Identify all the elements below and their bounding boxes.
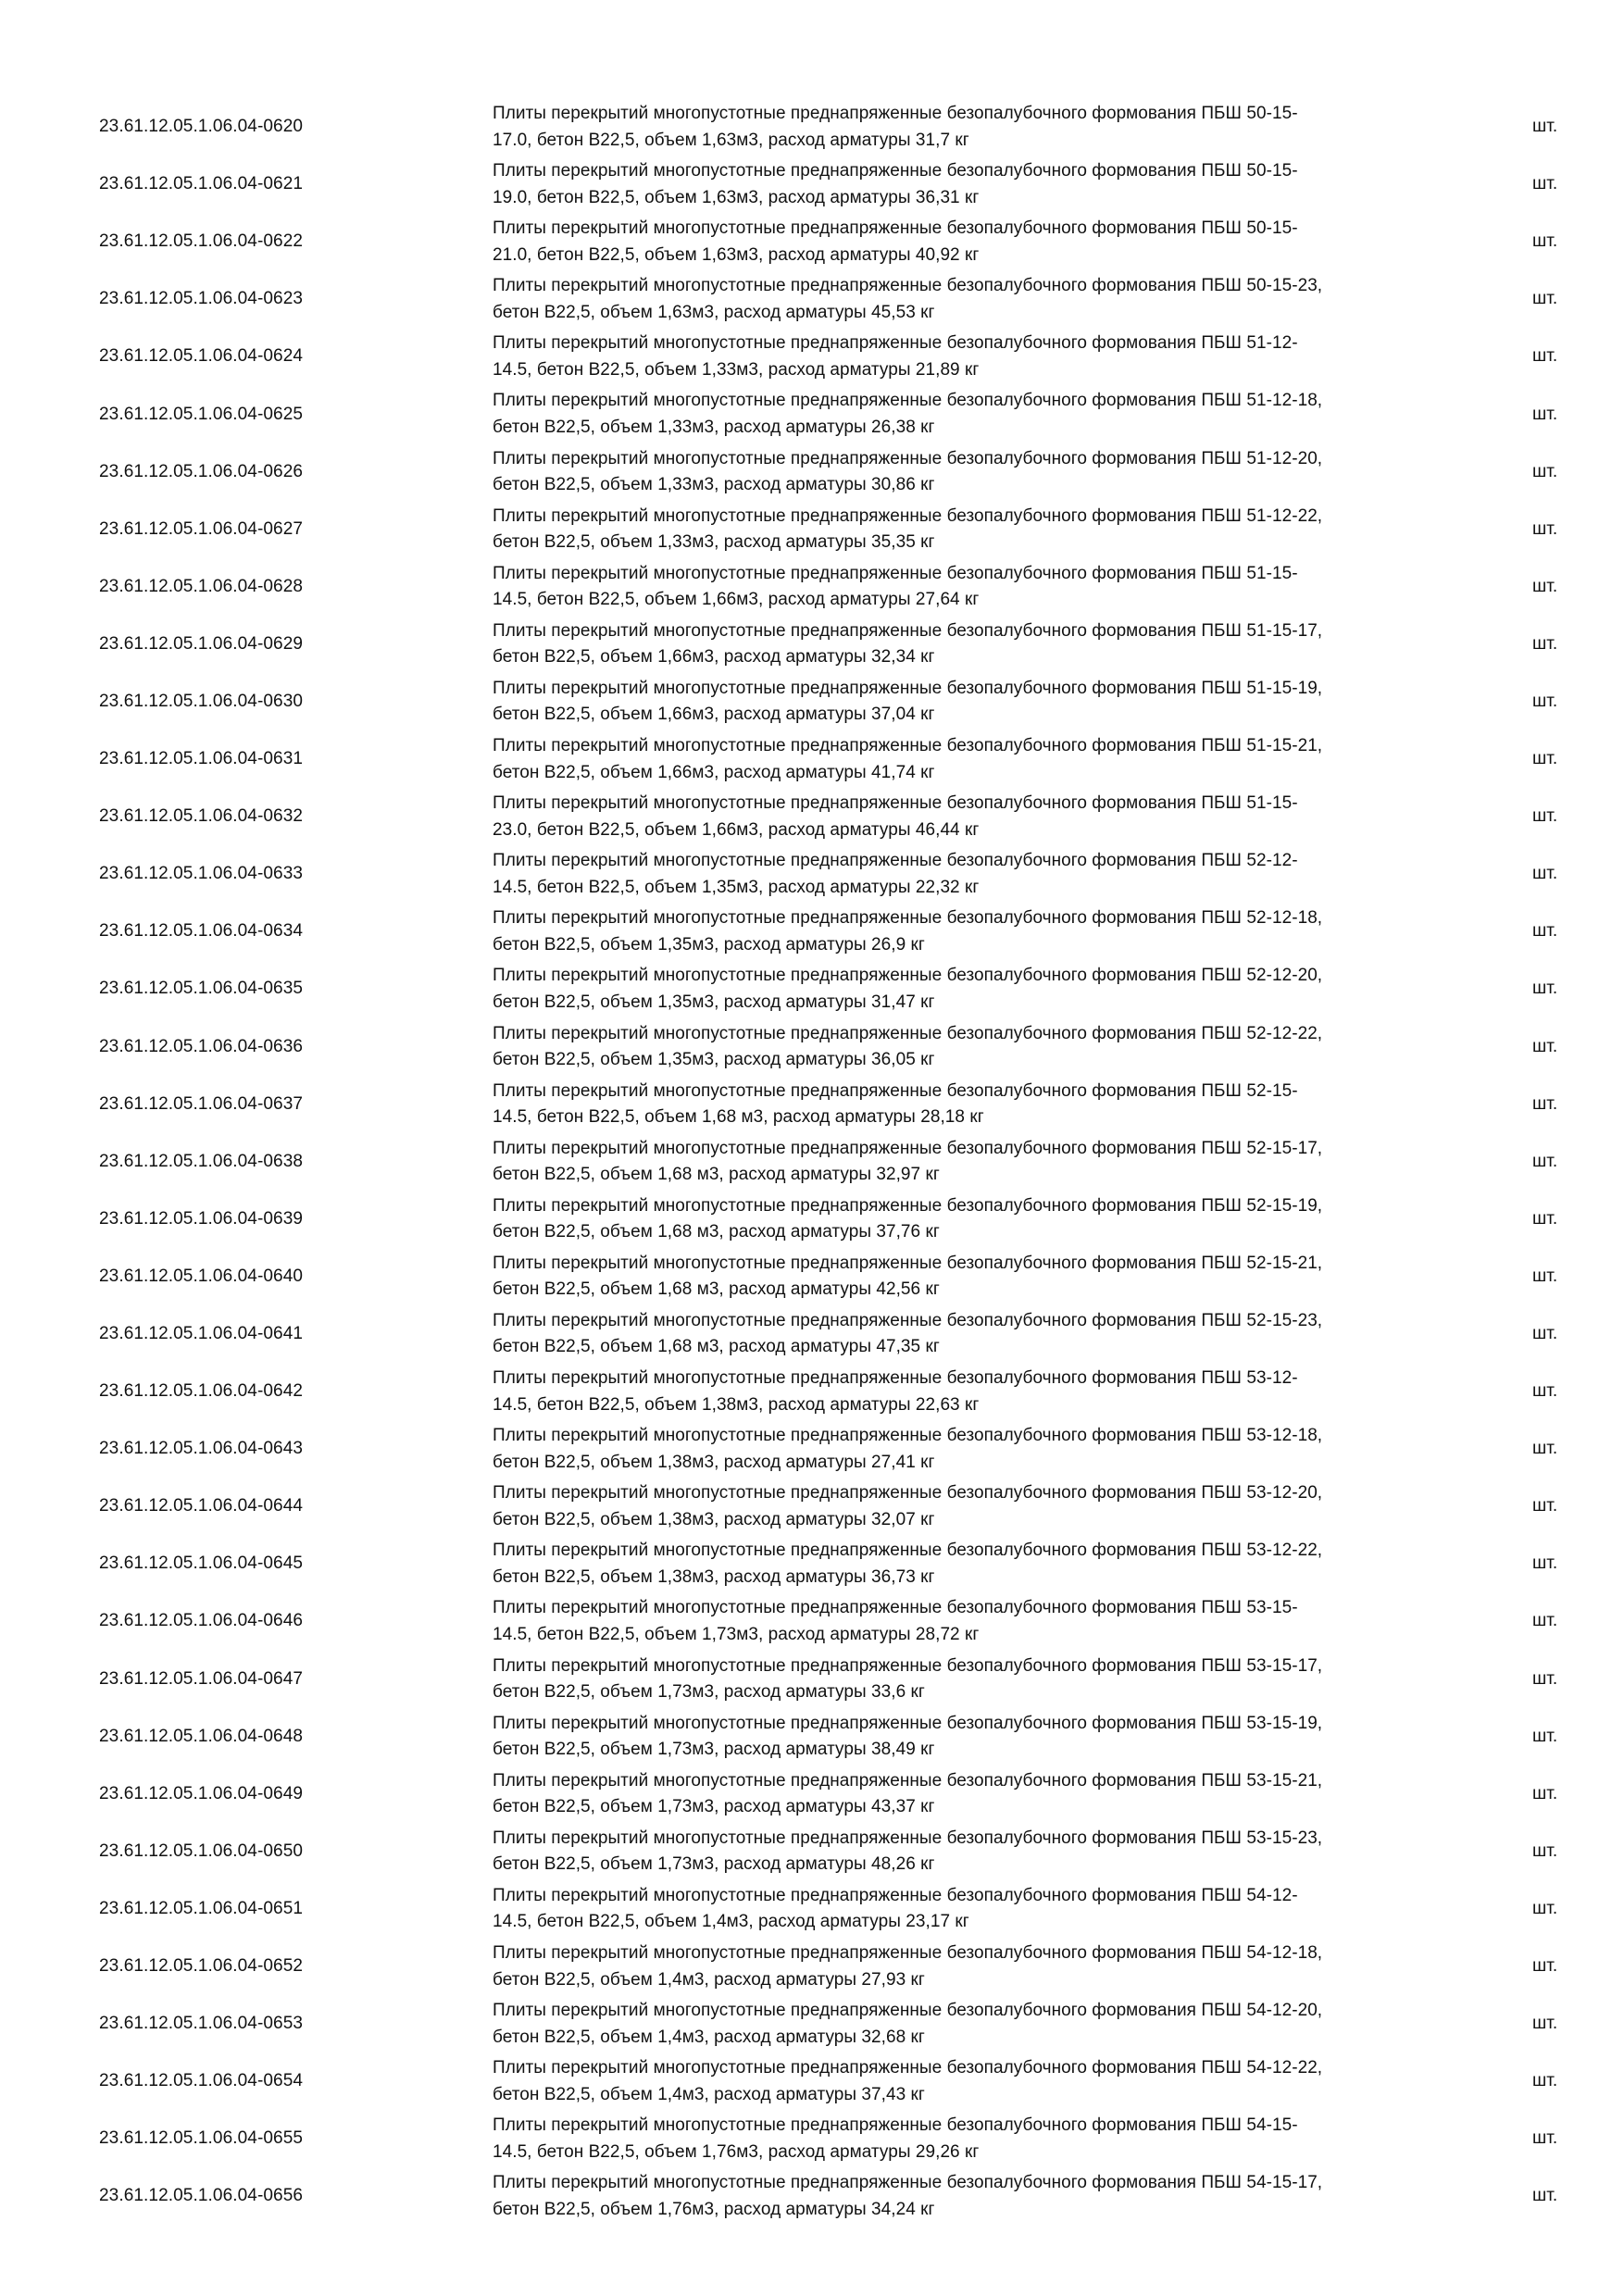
description-line: 17.0, бетон В22,5, объем 1,63м3, расход арматуры 31,7 кг bbox=[493, 130, 969, 150]
item-unit: шт. bbox=[1532, 1151, 1558, 1171]
description-line: Плиты перекрытий многопустотные преднапряженные безопалубочного формования ПБШ 51-15-21, bbox=[493, 736, 1323, 756]
table-row bbox=[0, 1305, 1624, 1363]
table-row bbox=[0, 1076, 1624, 1133]
table-row bbox=[0, 1420, 1624, 1478]
description-line: Плиты перекрытий многопустотные преднапряженные безопалубочного формования ПБШ 54-12- bbox=[493, 1885, 1298, 1905]
item-description bbox=[493, 2113, 1455, 2165]
description-line: 14.5, бетон В22,5, объем 1,4м3, расход арматуры 23,17 кг bbox=[493, 1912, 969, 1932]
item-code: 23.61.12.05.1.06.04-0631 bbox=[99, 749, 304, 769]
item-code: 23.61.12.05.1.06.04-0627 bbox=[99, 518, 304, 539]
item-code: 23.61.12.05.1.06.04-0639 bbox=[99, 1208, 304, 1229]
description-line: Плиты перекрытий многопустотные преднапряженные безопалубочного формования ПБШ 53-12- bbox=[493, 1368, 1298, 1389]
item-code: 23.61.12.05.1.06.04-0644 bbox=[99, 1496, 304, 1516]
item-description bbox=[493, 216, 1455, 268]
description-line: Плиты перекрытий многопустотные преднапряженные безопалубочного формования ПБШ 52-15-23, bbox=[493, 1310, 1323, 1330]
table-row bbox=[0, 1018, 1624, 1076]
description-line: Плиты перекрытий многопустотные преднапряженные безопалубочного формования ПБШ 52-15-17, bbox=[493, 1138, 1323, 1158]
item-description bbox=[493, 273, 1455, 326]
item-description bbox=[493, 446, 1455, 499]
item-code: 23.61.12.05.1.06.04-0648 bbox=[99, 1726, 304, 1746]
item-unit: шт. bbox=[1532, 2014, 1558, 2034]
table-row bbox=[0, 1191, 1624, 1248]
item-unit: шт. bbox=[1532, 1841, 1558, 1861]
description-line: 14.5, бетон В22,5, объем 1,68 м3, расход арматуры 28,18 кг bbox=[493, 1107, 984, 1128]
table-row bbox=[0, 328, 1624, 385]
item-description bbox=[493, 1079, 1455, 1131]
table-row bbox=[0, 845, 1624, 903]
item-description bbox=[493, 618, 1455, 671]
item-description bbox=[493, 158, 1455, 211]
item-description bbox=[493, 101, 1455, 154]
item-code: 23.61.12.05.1.06.04-0630 bbox=[99, 691, 304, 711]
item-unit: шт. bbox=[1532, 1324, 1558, 1344]
description-line: бетон В22,5, объем 1,35м3, расход арматуры 26,9 кг bbox=[493, 934, 925, 955]
item-unit: шт. bbox=[1532, 346, 1558, 367]
item-unit: шт. bbox=[1532, 461, 1558, 481]
item-description bbox=[493, 1768, 1455, 1821]
item-unit: шт. bbox=[1532, 1036, 1558, 1056]
table-row bbox=[0, 673, 1624, 730]
description-line: Плиты перекрытий многопустотные преднапряженные безопалубочного формования ПБШ 51-12-18, bbox=[493, 391, 1323, 411]
description-line: Плиты перекрытий многопустотные преднапряженные безопалубочного формования ПБШ 52-12- bbox=[493, 851, 1298, 871]
item-code: 23.61.12.05.1.06.04-0625 bbox=[99, 404, 304, 424]
item-unit: шт. bbox=[1532, 1381, 1558, 1402]
table-row bbox=[0, 2110, 1624, 2167]
item-unit: шт. bbox=[1532, 289, 1558, 309]
table-row bbox=[0, 1823, 1624, 1880]
item-unit: шт. bbox=[1532, 864, 1558, 884]
table-row bbox=[0, 730, 1624, 788]
item-unit: шт. bbox=[1532, 2128, 1558, 2149]
item-code: 23.61.12.05.1.06.04-0621 bbox=[99, 174, 304, 194]
table-row bbox=[0, 1592, 1624, 1650]
item-code: 23.61.12.05.1.06.04-0655 bbox=[99, 2128, 304, 2149]
description-line: 14.5, бетон В22,5, объем 1,76м3, расход арматуры 29,26 кг bbox=[493, 2141, 980, 2162]
item-code: 23.61.12.05.1.06.04-0649 bbox=[99, 1783, 304, 1803]
description-line: 19.0, бетон В22,5, объем 1,63м3, расход арматуры 36,31 кг bbox=[493, 187, 980, 207]
item-code: 23.61.12.05.1.06.04-0650 bbox=[99, 1841, 304, 1861]
item-description bbox=[493, 1480, 1455, 1533]
item-unit: шт. bbox=[1532, 1093, 1558, 1114]
item-code: 23.61.12.05.1.06.04-0634 bbox=[99, 921, 304, 942]
table-row bbox=[0, 385, 1624, 443]
description-line: бетон В22,5, объем 1,35м3, расход арматуры 31,47 кг bbox=[493, 992, 935, 1012]
item-unit: шт. bbox=[1532, 1956, 1558, 1977]
item-code: 23.61.12.05.1.06.04-0637 bbox=[99, 1093, 304, 1114]
description-line: Плиты перекрытий многопустотные преднапряженные безопалубочного формования ПБШ 53-15-17, bbox=[493, 1655, 1323, 1676]
table-row bbox=[0, 1651, 1624, 1708]
table-row bbox=[0, 2053, 1624, 2110]
item-description bbox=[493, 1021, 1455, 1074]
description-line: бетон В22,5, объем 1,66м3, расход арматуры 41,74 кг bbox=[493, 762, 935, 782]
item-code: 23.61.12.05.1.06.04-0643 bbox=[99, 1439, 304, 1459]
item-code: 23.61.12.05.1.06.04-0629 bbox=[99, 633, 304, 654]
item-code: 23.61.12.05.1.06.04-0654 bbox=[99, 2071, 304, 2091]
item-unit: шт. bbox=[1532, 1554, 1558, 1574]
description-line: Плиты перекрытий многопустотные преднапряженные безопалубочного формования ПБШ 51-12- bbox=[493, 333, 1298, 354]
description-line: Плиты перекрытий многопустотные преднапряженные безопалубочного формования ПБШ 51-15- bbox=[493, 793, 1298, 814]
item-description bbox=[493, 1883, 1455, 1936]
table-row bbox=[0, 1766, 1624, 1823]
item-code: 23.61.12.05.1.06.04-0645 bbox=[99, 1554, 304, 1574]
item-description bbox=[493, 331, 1455, 383]
item-description bbox=[493, 1998, 1455, 2051]
item-code: 23.61.12.05.1.06.04-0624 bbox=[99, 346, 304, 367]
description-line: бетон В22,5, объем 1,38м3, расход арматуры 32,07 кг bbox=[493, 1509, 935, 1529]
price-table bbox=[0, 98, 1624, 2225]
description-line: Плиты перекрытий многопустотные преднапряженные безопалубочного формования ПБШ 50-15- bbox=[493, 218, 1298, 239]
item-unit: шт. bbox=[1532, 921, 1558, 942]
description-line: бетон В22,5, объем 1,73м3, расход арматуры 33,6 кг bbox=[493, 1682, 925, 1703]
description-line: 14.5, бетон В22,5, объем 1,33м3, расход арматуры 21,89 кг bbox=[493, 359, 980, 380]
item-code: 23.61.12.05.1.06.04-0638 bbox=[99, 1151, 304, 1171]
item-code: 23.61.12.05.1.06.04-0628 bbox=[99, 576, 304, 596]
description-line: бетон В22,5, объем 1,66м3, расход арматуры 32,34 кг bbox=[493, 647, 935, 668]
description-line: Плиты перекрытий многопустотные преднапряженные безопалубочного формования ПБШ 53-15- bbox=[493, 1598, 1298, 1618]
item-description bbox=[493, 1423, 1455, 1476]
item-unit: шт. bbox=[1532, 1668, 1558, 1689]
item-description bbox=[493, 791, 1455, 843]
description-line: Плиты перекрытий многопустотные преднапряженные безопалубочного формования ПБШ 53-12-18, bbox=[493, 1426, 1323, 1446]
item-unit: шт. bbox=[1532, 2186, 1558, 2206]
table-row bbox=[0, 558, 1624, 616]
description-line: бетон В22,5, объем 1,63м3, расход арматуры 45,53 кг bbox=[493, 302, 935, 322]
description-line: 14.5, бетон В22,5, объем 1,38м3, расход арматуры 22,63 кг bbox=[493, 1394, 980, 1415]
item-code: 23.61.12.05.1.06.04-0653 bbox=[99, 2014, 304, 2034]
item-description bbox=[493, 1940, 1455, 1993]
item-unit: шт. bbox=[1532, 633, 1558, 654]
item-code: 23.61.12.05.1.06.04-0622 bbox=[99, 231, 304, 252]
description-line: Плиты перекрытий многопустотные преднапряженные безопалубочного формования ПБШ 54-15-17, bbox=[493, 2173, 1323, 2193]
item-description bbox=[493, 1711, 1455, 1764]
description-line: бетон В22,5, объем 1,4м3, расход арматуры 37,43 кг bbox=[493, 2084, 925, 2104]
description-line: бетон В22,5, объем 1,35м3, расход арматуры 36,05 кг bbox=[493, 1050, 935, 1069]
description-line: бетон В22,5, объем 1,68 м3, расход арматуры 42,56 кг bbox=[493, 1279, 940, 1300]
item-description bbox=[493, 676, 1455, 729]
description-line: Плиты перекрытий многопустотные преднапряженные безопалубочного формования ПБШ 51-12-20, bbox=[493, 448, 1323, 468]
item-description bbox=[493, 1193, 1455, 1246]
item-unit: шт. bbox=[1532, 231, 1558, 252]
item-unit: шт. bbox=[1532, 117, 1558, 137]
description-line: бетон В22,5, объем 1,4м3, расход арматуры 32,68 кг bbox=[493, 2027, 925, 2047]
item-unit: шт. bbox=[1532, 1208, 1558, 1229]
description-line: бетон В22,5, объем 1,66м3, расход арматуры 37,04 кг bbox=[493, 705, 935, 725]
item-unit: шт. bbox=[1532, 2071, 1558, 2091]
table-row bbox=[0, 1535, 1624, 1592]
description-line: бетон В22,5, объем 1,68 м3, расход арматуры 47,35 кг bbox=[493, 1337, 940, 1357]
item-description bbox=[493, 1653, 1455, 1706]
description-line: Плиты перекрытий многопустотные преднапряженные безопалубочного формования ПБШ 50-15-23, bbox=[493, 276, 1323, 296]
description-line: Плиты перекрытий многопустотные преднапряженные безопалубочного формования ПБШ 53-12-22, bbox=[493, 1541, 1323, 1561]
table-row bbox=[0, 213, 1624, 270]
item-code: 23.61.12.05.1.06.04-0633 bbox=[99, 864, 304, 884]
item-unit: шт. bbox=[1532, 691, 1558, 711]
description-line: Плиты перекрытий многопустотные преднапряженные безопалубочного формования ПБШ 51-15- bbox=[493, 563, 1298, 583]
description-line: Плиты перекрытий многопустотные преднапряженные безопалубочного формования ПБШ 51-15-19, bbox=[493, 678, 1323, 698]
description-line: Плиты перекрытий многопустотные преднапряженные безопалубочного формования ПБШ 54-15- bbox=[493, 2115, 1298, 2136]
item-code: 23.61.12.05.1.06.04-0620 bbox=[99, 117, 304, 137]
item-description bbox=[493, 1136, 1455, 1189]
description-line: бетон В22,5, объем 1,33м3, расход арматуры 30,86 кг bbox=[493, 475, 935, 495]
table-row bbox=[0, 1708, 1624, 1766]
item-description bbox=[493, 1251, 1455, 1304]
description-line: Плиты перекрытий многопустотные преднапряженные безопалубочного формования ПБШ 53-15-19, bbox=[493, 1713, 1323, 1733]
item-unit: шт. bbox=[1532, 1898, 1558, 1918]
table-row bbox=[0, 960, 1624, 1017]
description-line: Плиты перекрытий многопустотные преднапряженные безопалубочного формования ПБШ 54-12-20, bbox=[493, 2001, 1323, 2021]
description-line: 14.5, бетон В22,5, объем 1,35м3, расход арматуры 22,32 кг bbox=[493, 877, 980, 897]
item-description bbox=[493, 561, 1455, 614]
item-description bbox=[493, 1538, 1455, 1591]
table-row bbox=[0, 1133, 1624, 1191]
description-line: бетон В22,5, объем 1,68 м3, расход арматуры 37,76 кг bbox=[493, 1222, 940, 1242]
item-code: 23.61.12.05.1.06.04-0626 bbox=[99, 461, 304, 481]
description-line: бетон В22,5, объем 1,38м3, расход арматуры 27,41 кг bbox=[493, 1452, 935, 1472]
item-code: 23.61.12.05.1.06.04-0636 bbox=[99, 1036, 304, 1056]
table-row bbox=[0, 1880, 1624, 1938]
item-unit: шт. bbox=[1532, 404, 1558, 424]
description-line: Плиты перекрытий многопустотные преднапряженные безопалубочного формования ПБШ 51-12-22, bbox=[493, 505, 1323, 526]
description-line: Плиты перекрытий многопустотные преднапряженные безопалубочного формования ПБШ 50-15- bbox=[493, 161, 1298, 181]
table-row bbox=[0, 1938, 1624, 1995]
table-row bbox=[0, 1995, 1624, 2053]
item-code: 23.61.12.05.1.06.04-0652 bbox=[99, 1956, 304, 1977]
table-row bbox=[0, 156, 1624, 213]
description-line: бетон В22,5, объем 1,38м3, расход арматуры 36,73 кг bbox=[493, 1566, 935, 1587]
description-line: Плиты перекрытий многопустотные преднапряженные безопалубочного формования ПБШ 51-15-17, bbox=[493, 620, 1323, 641]
description-line: Плиты перекрытий многопустотные преднапряженные безопалубочного формования ПБШ 52-12-22, bbox=[493, 1023, 1323, 1043]
description-line: бетон В22,5, объем 1,4м3, расход арматуры 27,93 кг bbox=[493, 1969, 925, 1990]
item-unit: шт. bbox=[1532, 749, 1558, 769]
item-description bbox=[493, 1595, 1455, 1648]
item-code: 23.61.12.05.1.06.04-0623 bbox=[99, 289, 304, 309]
item-description bbox=[493, 733, 1455, 786]
description-line: бетон В22,5, объем 1,33м3, расход арматуры 35,35 кг bbox=[493, 532, 935, 553]
item-unit: шт. bbox=[1532, 979, 1558, 999]
item-unit: шт. bbox=[1532, 1266, 1558, 1286]
item-description bbox=[493, 848, 1455, 901]
item-code: 23.61.12.05.1.06.04-0646 bbox=[99, 1611, 304, 1631]
table-row bbox=[0, 501, 1624, 558]
description-line: бетон В22,5, объем 1,68 м3, расход арматуры 32,97 кг bbox=[493, 1165, 940, 1185]
item-code: 23.61.12.05.1.06.04-0656 bbox=[99, 2186, 304, 2206]
description-line: Плиты перекрытий многопустотные преднапряженные безопалубочного формования ПБШ 52-12-18, bbox=[493, 908, 1323, 929]
description-line: Плиты перекрытий многопустотные преднапряженные безопалубочного формования ПБШ 53-15-21, bbox=[493, 1770, 1323, 1791]
item-description bbox=[493, 963, 1455, 1016]
item-unit: шт. bbox=[1532, 1611, 1558, 1631]
table-row bbox=[0, 788, 1624, 845]
description-line: Плиты перекрытий многопустотные преднапряженные безопалубочного формования ПБШ 53-15-23, bbox=[493, 1828, 1323, 1848]
item-code: 23.61.12.05.1.06.04-0635 bbox=[99, 979, 304, 999]
item-description bbox=[493, 1366, 1455, 1418]
item-unit: шт. bbox=[1532, 1726, 1558, 1746]
item-description bbox=[493, 2170, 1455, 2223]
table-row bbox=[0, 1248, 1624, 1305]
table-row bbox=[0, 443, 1624, 501]
item-unit: шт. bbox=[1532, 1439, 1558, 1459]
description-line: бетон В22,5, объем 1,33м3, расход арматуры 26,38 кг bbox=[493, 417, 935, 437]
table-row bbox=[0, 616, 1624, 673]
description-line: Плиты перекрытий многопустотные преднапряженные безопалубочного формования ПБШ 53-12-20, bbox=[493, 1483, 1323, 1504]
table-row bbox=[0, 903, 1624, 960]
description-line: Плиты перекрытий многопустотные преднапряженные безопалубочного формования ПБШ 50-15- bbox=[493, 104, 1298, 123]
item-code: 23.61.12.05.1.06.04-0640 bbox=[99, 1266, 304, 1286]
item-code: 23.61.12.05.1.06.04-0642 bbox=[99, 1381, 304, 1402]
item-description bbox=[493, 504, 1455, 556]
description-line: 14.5, бетон В22,5, объем 1,73м3, расход арматуры 28,72 кг bbox=[493, 1624, 980, 1644]
description-line: 21.0, бетон В22,5, объем 1,63м3, расход арматуры 40,92 кг bbox=[493, 244, 980, 265]
description-line: Плиты перекрытий многопустотные преднапряженные безопалубочного формования ПБШ 52-15- bbox=[493, 1080, 1298, 1101]
description-line: Плиты перекрытий многопустотные преднапряженные безопалубочного формования ПБШ 54-12-18, bbox=[493, 1943, 1323, 1963]
item-description bbox=[493, 388, 1455, 441]
item-unit: шт. bbox=[1532, 518, 1558, 539]
item-code: 23.61.12.05.1.06.04-0651 bbox=[99, 1898, 304, 1918]
table-row bbox=[0, 98, 1624, 156]
table-row bbox=[0, 2167, 1624, 2225]
table-row bbox=[0, 1363, 1624, 1420]
description-line: Плиты перекрытий многопустотные преднапряженные безопалубочного формования ПБШ 52-12-20, bbox=[493, 966, 1323, 986]
item-description bbox=[493, 1826, 1455, 1878]
item-unit: шт. bbox=[1532, 806, 1558, 827]
description-line: бетон В22,5, объем 1,73м3, расход арматуры 43,37 кг bbox=[493, 1797, 935, 1817]
item-code: 23.61.12.05.1.06.04-0641 bbox=[99, 1324, 304, 1344]
description-line: 23.0, бетон В22,5, объем 1,66м3, расход арматуры 46,44 кг bbox=[493, 819, 980, 840]
description-line: бетон В22,5, объем 1,73м3, расход арматуры 48,26 кг bbox=[493, 1854, 935, 1875]
table-row bbox=[0, 1478, 1624, 1535]
item-unit: шт. bbox=[1532, 1783, 1558, 1803]
description-line: Плиты перекрытий многопустотные преднапряженные безопалубочного формования ПБШ 54-12-22, bbox=[493, 2058, 1323, 2078]
item-description bbox=[493, 2055, 1455, 2108]
description-line: 14.5, бетон В22,5, объем 1,66м3, расход арматуры 27,64 кг bbox=[493, 590, 980, 610]
table-row bbox=[0, 270, 1624, 328]
description-line: Плиты перекрытий многопустотные преднапряженные безопалубочного формования ПБШ 52-15-21, bbox=[493, 1253, 1323, 1273]
item-code: 23.61.12.05.1.06.04-0632 bbox=[99, 806, 304, 827]
item-unit: шт. bbox=[1532, 174, 1558, 194]
description-line: Плиты перекрытий многопустотные преднапряженные безопалубочного формования ПБШ 52-15-19, bbox=[493, 1195, 1323, 1216]
item-code: 23.61.12.05.1.06.04-0647 bbox=[99, 1668, 304, 1689]
description-line: бетон В22,5, объем 1,76м3, расход арматуры 34,24 кг bbox=[493, 2199, 935, 2219]
item-unit: шт. bbox=[1532, 1496, 1558, 1516]
item-description bbox=[493, 1308, 1455, 1361]
description-line: бетон В22,5, объем 1,73м3, расход арматуры 38,49 кг bbox=[493, 1740, 935, 1760]
item-description bbox=[493, 905, 1455, 958]
item-unit: шт. bbox=[1532, 576, 1558, 596]
